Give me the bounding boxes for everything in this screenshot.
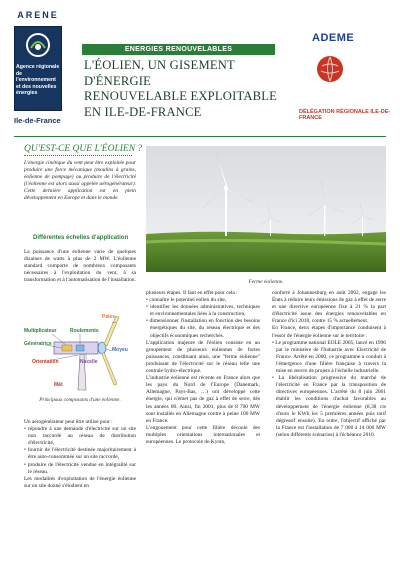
middle-column (146, 290, 260, 446)
middle-bullet-1: • connaître le potentiel éolien du site, (146, 297, 227, 304)
middle-bullet-2: • identifier les données administratives, techniques et environnementales liées à la construction, (146, 304, 260, 318)
diagram-caption: Principaux composants d'une éolienne. (39, 397, 121, 403)
diagram-label-roulements: Roulements (70, 328, 99, 334)
arene-region: Ile-de-France (14, 116, 61, 125)
photo-caption: Ferme éolienne. (248, 279, 284, 285)
section-heading-underline (24, 155, 132, 156)
title-line-2: RENOUVELABLE EXPLOITABLE (84, 89, 278, 103)
left-p2-end: Les modalités d'exploitation de l'énergie éolienne sur un site donné s'étudient en (24, 475, 136, 489)
middle-p2: L'application majeure de l'éolien consiste en un groupement de plusieurs éoliennes de fortes puissances, constituant ainsi, une "ferme éolienne" produisant de l'électricité sur le réseau telle une centrale hydro-électrique. (146, 339, 260, 375)
arene-description: Agence régionale de l'environnement et des nouvelles énergies (16, 64, 60, 97)
turbine-diagram (24, 314, 136, 392)
right-column (272, 290, 386, 439)
wind-farm-photo (146, 146, 386, 272)
section-heading: QU'EST-CE QUE L'ÉOLIEN ? (24, 144, 143, 154)
ademe-delegation: DÉLÉGATION RÉGIONALE ILE-DE-FRANCE (299, 109, 391, 121)
right-p2: En France, deux étapes d'importance conduisent à l'essor de l'énergie éolienne sur le territoire : (272, 325, 386, 339)
left-p2-bullet-2: • fournir de l'électricité destinée majoritairement à être auto-consommée sur un site raccordé, (24, 447, 136, 461)
diagram-label-moyeu: Moyeu (112, 347, 128, 353)
title-line-3: EN ILE-DE-FRANCE (84, 104, 202, 119)
page-title (84, 58, 284, 120)
intro-paragraph: L'énergie cinétique du vent peut être exploitée pour produire une force mécanique (moulins à grains, éolienne de pompage) ou produire de l'électricité (l'éolienne est alors aussi appelée aérogénérateur). Cette dernière application est en plein développement en Europe et dans le monde. (24, 160, 136, 202)
ademe-globe-icon (317, 56, 343, 82)
diagram-label-mat: Mât (54, 382, 63, 388)
left-p2-intro: Un aérogénérateur peut être utilisé pour : (24, 419, 113, 425)
left-paragraph-2 (24, 419, 136, 490)
middle-p1: plusieurs étapes. Il faut en effet pour cela : (146, 290, 238, 296)
diagram-label-orientation: Orientation (32, 359, 59, 365)
section-band: ENERGIES RENOUVELABLES (82, 44, 275, 55)
left-paragraph-1: La puissance d'une éolienne varie de quelques dizaines de watts à plus de 2 MW. L'éolienne standard comporte de nombreux composants nécessaires à l'exploitation du vent, à sa transformation et à l'automatisation de l'installation. (24, 249, 136, 284)
middle-p4: L'engouement pour cette filière découle des multiples orientations internationales et européennes. Le protocole de Kyoto, (146, 424, 260, 445)
right-p1: conforté à Johannesburg en août 2002, engage les États à réduire leurs émissions de gaz à effet de serre et une directive européenne fixe à 21 % la part d'électricité issue des énergies renouvelables en France d'ici 2010, contre 15 % actuellement. (272, 290, 386, 325)
left-p2-bullet-3: • produire de l'électricité vendue en intégralité sur le réseau. (24, 461, 136, 475)
arene-logo-wordmark: ARENE (17, 10, 59, 20)
diagram-label-multiplicateur: Multiplicateur (24, 328, 57, 334)
diagram-label-nacelle: Nacelle (80, 359, 98, 365)
middle-bullet-3: • dimensionner l'installation en fonction des besoins énergétiques du site, du réseau électrique et des objectifs économiques recherchés. (146, 318, 260, 339)
right-bullet-1: • Le programme national EOLE 2005, lancé en 1996 par le ministère de l'Industrie avec Electricité de France. Arrêté en 2000, ce programme a conduit à l'émergence d'une filière française à travers la mise en œuvre de projets à l'échelle industrielle. (272, 339, 386, 375)
title-line-1: L'ÉOLIEN, UN GISEMENT D'ÉNERGIE (84, 58, 235, 88)
right-bullet-2: • La libéralisation progressive du marché de l'électricité en France par la transposition de directives européennes. L'arrêté du 8 juin 2001 établit les conditions d'achat favorables au développement de l'énergie éolienne (8,38 cts d'euro le KWh les 5 premières années puis tarif dégressif ensuite). En outre, l'objectif affiché par la France est l'installation de 7 000 à 14 000 MW (selon différents scénarios) à l'échéance 2010. (272, 375, 386, 438)
header-divider (14, 136, 386, 137)
left-p2-bullet-1: • répondre à une demande d'électricité sur un site non raccordé au réseau de distribution d'électricité, (24, 426, 136, 447)
diagram-label-pales: Pales (102, 314, 116, 320)
diagram-label-generatrice: Génératrice (24, 341, 52, 347)
middle-p3: L'industrie éolienne est récente en France alors que les pays du Nord de l'Europe (Danemark, Allemagne, Pays-Bas, …) ont développé cette énergie, qui n'émet pas de gaz à effet de serre, dès les années 80. Ainsi, fin 2001, plus de 8 700 MW sont installés en Allemagne contre à peine 100 MW en France. (146, 375, 260, 424)
subheading: Différentes échelles d'application (33, 235, 129, 241)
ademe-logo-wordmark: ADEME (312, 32, 355, 44)
arene-emblem-icon (25, 32, 51, 58)
